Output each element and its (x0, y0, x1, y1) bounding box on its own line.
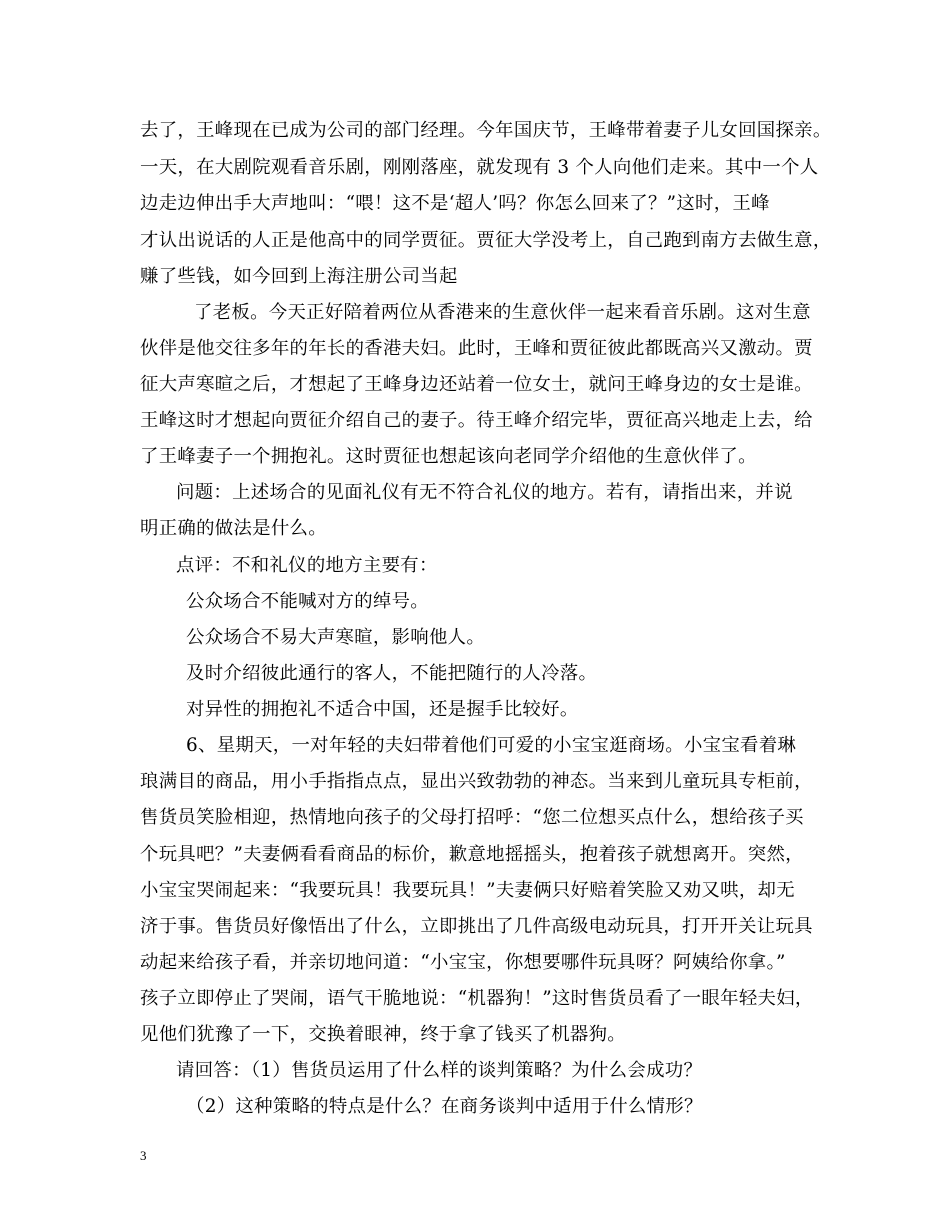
case-text: 琅满目的商品，用小手指指点点，显出兴致勃勃的神态。当来到儿童玩具专柜前， (140, 771, 813, 792)
question-text: 问题：上述场合的见面礼仪有无不符合礼仪的地方。若有，请指出来，并说 (176, 482, 793, 503)
case-text: 售货员笑脸相迎，热情地向孩子的父母打招呼：“您二位想买点什么，想给孩子买 (140, 807, 804, 828)
comment-item: 及时介绍彼此通行的客人，不能把随行的人冷落。 (186, 663, 598, 684)
text-line: 边走边伸出手大声地叫：“喂！这不是‘超人’吗？你怎么回来了？”这时，王峰 (140, 193, 770, 214)
case-text: 孩子立即停止了哭闹，语气干脆地说：“机器狗！”这时售货员看了一眼年轻夫妇， (140, 988, 814, 1009)
case-text: 动起来给孩子看，并亲切地问道：“小宝宝，你想要哪件玩具呀？阿姨给你拿。” (140, 952, 786, 973)
question-text: 明正确的做法是什么。 (140, 518, 327, 539)
case-text: 个玩具吧？”夫妻俩看看商品的标价，歉意地摇摇头，抱着孩子就想离开。突然， (140, 844, 804, 865)
text-line: 一天，在大剧院观看音乐剧，刚刚落座，就发现有 3 个人向他们走来。其中一个人 (140, 157, 819, 178)
case-text: 济于事。售货员好像悟出了什么，立即挑出了几件高级电动玩具，打开开关让玩具 (140, 916, 813, 937)
text-line: 了老板。今天正好陪着两位从香港来的生意伙伴一起来看音乐剧。这对生意 (194, 302, 811, 323)
text-line: 去了，王峰现在已成为公司的部门经理。今年国庆节，王峰带着妻子儿女回国探亲。 (140, 120, 832, 141)
text-line: 才认出说话的人正是他高中的同学贾征。贾征大学没考上，自己跑到南方去做生意， (140, 230, 832, 251)
comment-item: 对异性的拥抱礼不适合中国，还是握手比较好。 (186, 699, 579, 720)
text-line: 赚了些钱，如今回到上海注册公司当起 (140, 266, 458, 287)
page-number: 3 (140, 1148, 147, 1163)
case-text: 见他们犹豫了一下，交换着眼神，终于拿了钱买了机器狗。 (140, 1024, 626, 1045)
text-line: 伙伴是他交往多年的年长的香港夫妇。此时，王峰和贾征彼此都既高兴又激动。贾 (140, 338, 813, 359)
comment-heading: 点评：不和礼仪的地方主要有： (176, 555, 438, 576)
text-line: 王峰这时才想起向贾征介绍自己的妻子。待王峰介绍完毕，贾征高兴地走上去，给 (140, 410, 813, 431)
comment-item: 公众场合不能喊对方的绰号。 (186, 591, 429, 612)
text-line: 征大声寒暄之后，才想起了王峰身边还站着一位女士，就问王峰身边的女士是谁。 (140, 374, 813, 395)
comment-item: 公众场合不易大声寒暄，影响他人。 (186, 627, 486, 648)
case-text: 小宝宝哭闹起来：“我要玩具！我要玩具！”夫妻俩只好赔着笑脸又劝又哄，却无 (140, 880, 795, 901)
question-text: （2）这种策略的特点是什么？在商务谈判中适用于什么情形？ (186, 1096, 703, 1117)
case-text: 6、星期天，一对年轻的夫妇带着他们可爱的小宝宝逛商场。小宝宝看着琳 (186, 735, 797, 756)
question-text: 请回答：（1）售货员运用了什么样的谈判策略？为什么会成功？ (176, 1060, 703, 1081)
text-line: 了王峰妻子一个拥抱礼。这时贾征也想起该向老同学介绍他的生意伙伴了。 (140, 446, 757, 467)
